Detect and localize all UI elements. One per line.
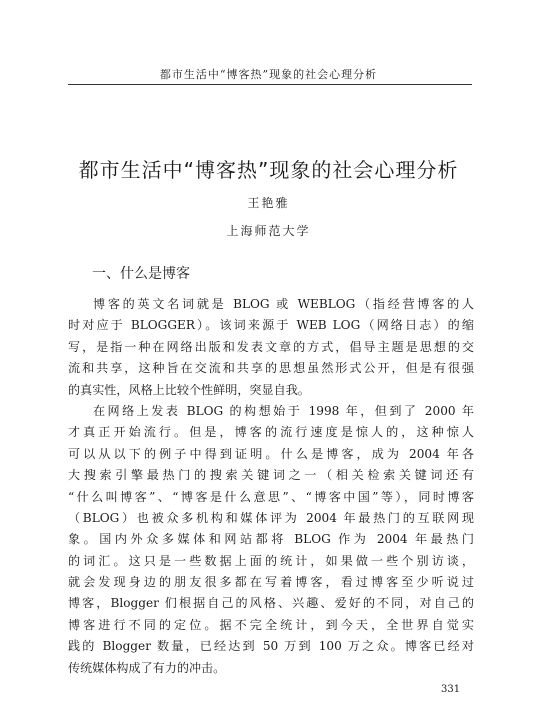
text-line: 象。国内外众多媒体和网站都将 BLOG 作为 2004 年最热门 — [68, 532, 474, 547]
text-line: 博客进行不同的定位。据不完全统计，到今天，全世界自觉实 — [68, 617, 474, 632]
text-line: 大搜索引擎最热门的搜索关键词之一（相关检索关键词还有 — [68, 468, 474, 483]
text-line: 就会发现身边的朋友很多都在写着博客，看过博客至少听说过 — [68, 575, 474, 590]
text-line: 传统媒体构成了有力的冲击。 — [68, 660, 226, 675]
text-line: 写，是指一种在网络出版和发表文章的方式，倡导主题是思想的交 — [68, 339, 474, 354]
running-head: 都市生活中“博客热”现象的社会心理分析 — [159, 68, 378, 81]
text-line: 践的 Blogger 数量，已经达到 50 万到 100 万之众。博客已经对 — [68, 639, 474, 654]
text-line: “什么叫博客”、“博客是什么意思”、“博客中国”等），同时博客 — [68, 489, 474, 504]
page-number: 331 — [441, 684, 461, 695]
paragraph-2 — [68, 401, 474, 679]
text-line: 博客，Blogger 们根据自己的风格、兴趣、爱好的不同，对自己的 — [68, 596, 474, 611]
header-rule — [68, 84, 472, 85]
text-line: 的词汇。这只是一些数据上面的统计，如果做一些个别访谈， — [68, 553, 474, 568]
section-heading: 一、什么是博客 — [92, 266, 190, 282]
author-affiliation: 上海师范大学 — [226, 224, 311, 238]
article-title: 都市生活中“博客热”现象的社会心理分析 — [78, 158, 459, 182]
paragraph-1 — [68, 294, 474, 401]
text-line: （BLOG）也被众多机构和媒体评为 2004 年最热门的互联网现 — [68, 510, 474, 525]
text-line: 流和共享，这种旨在交流和共享的思想虽然形式公开，但是有很强 — [68, 361, 474, 376]
text-line: 才真正开始流行。但是，博客的流行速度是惊人的，这种惊人 — [68, 425, 474, 440]
text-line: 博客的英文名词就是 BLOG 或 WEBLOG（指经营博客的人 — [93, 297, 474, 311]
text-line: 的真实性，风格上比较个性鲜明，突显自我。 — [68, 382, 310, 397]
text-line: 时对应于 BLOGGER）。该词来源于 WEB LOG（网络日志）的缩 — [68, 318, 474, 333]
text-line: 在网络上发表 BLOG 的构想始于 1998 年，但到了 2000 年 — [93, 403, 474, 418]
body-text — [68, 294, 474, 679]
text-line: 可以从以下的例子中得到证明。什么是博客，成为 2004 年各 — [68, 446, 474, 461]
author-name: 王艳雅 — [247, 196, 290, 210]
